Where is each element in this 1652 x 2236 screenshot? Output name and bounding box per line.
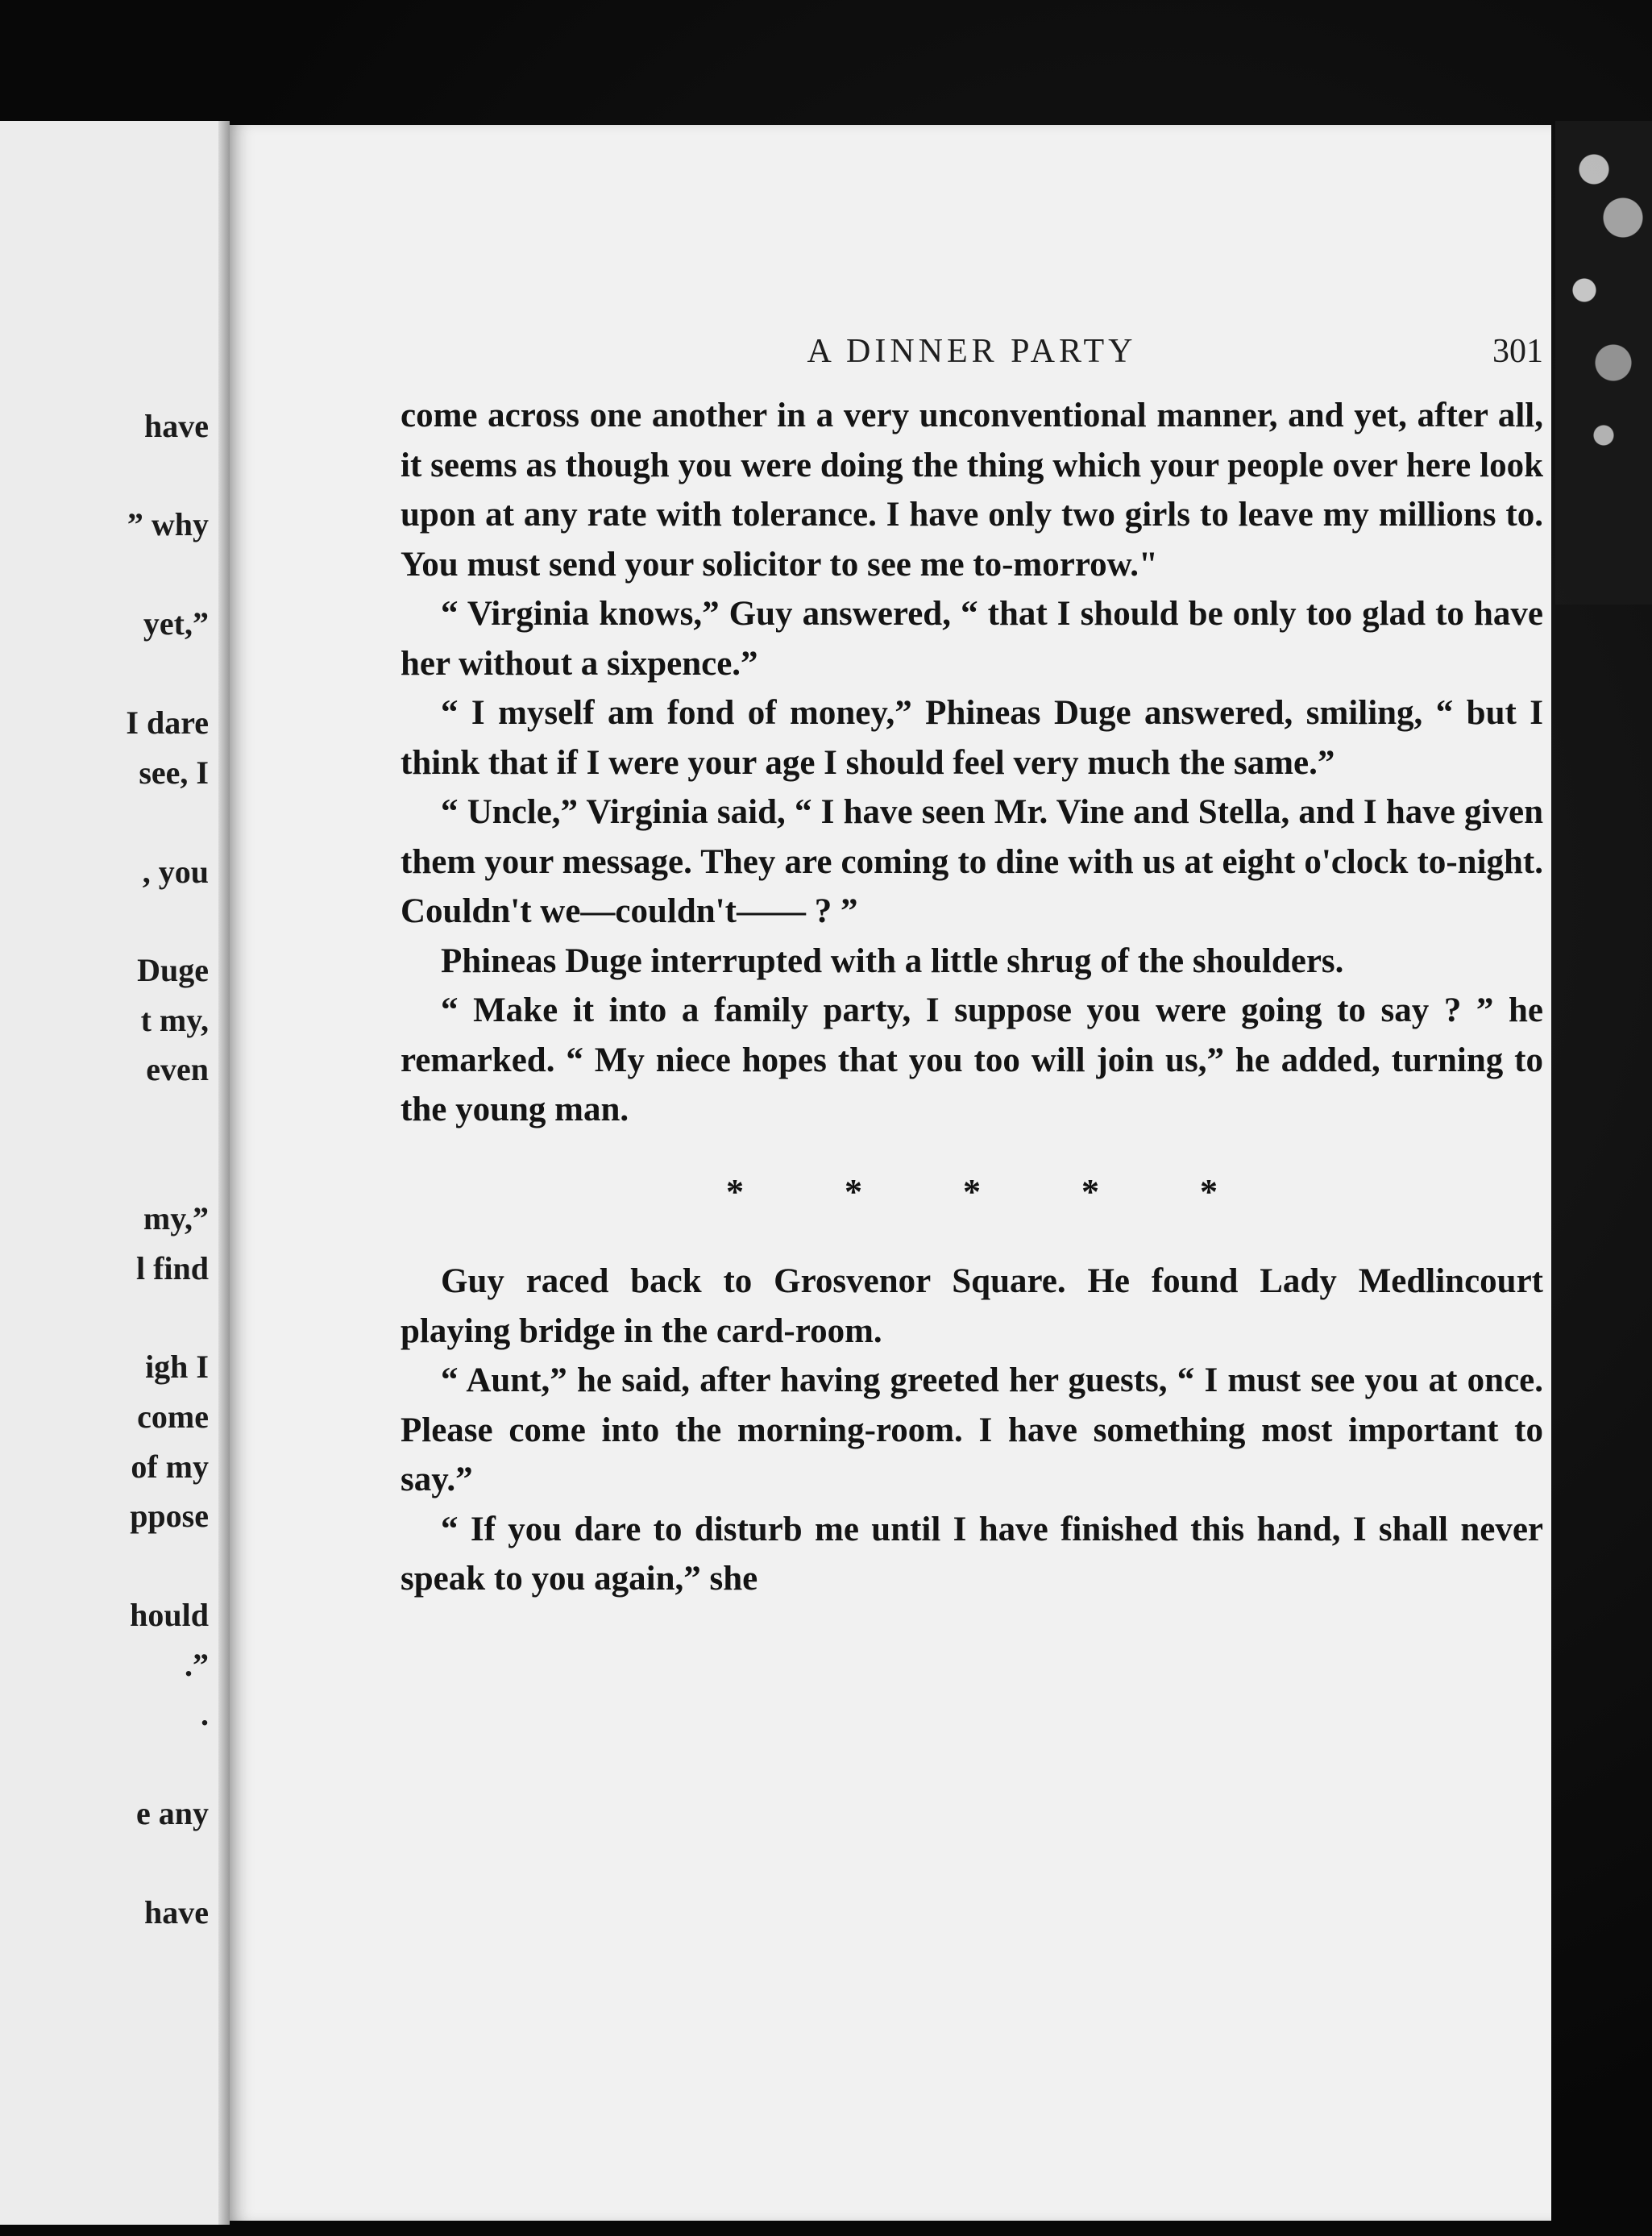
left-page-fragment: see, I	[139, 754, 209, 791]
paragraph: “ Aunt,” he said, after having greeted her guests, “ I must see you at once. Please come into the morning-room. I have something most important to say.”	[401, 1361, 1543, 1498]
paragraph: “ I myself am fond of money,” Phineas Duge answered, smiling, “ but I think that if I were your age I should feel very much the same.”	[401, 694, 1543, 782]
left-page-fragment: ppose	[130, 1498, 209, 1534]
left-page-fragment: of my	[131, 1448, 209, 1485]
right-page	[230, 125, 1551, 2221]
left-page-fragment: , you	[142, 854, 209, 890]
left-page-fragment: Duge	[137, 952, 209, 988]
book-gutter	[218, 121, 230, 2225]
page-number: 301	[1492, 333, 1543, 370]
left-page-fragment: e any	[136, 1795, 209, 1831]
left-page-fragment: ” why	[127, 506, 209, 542]
asterisk-mark: *	[726, 1171, 744, 1212]
asterisk-mark: *	[963, 1171, 981, 1212]
left-page-fragment: hould	[130, 1597, 209, 1633]
left-page-fragment: I dare	[126, 704, 209, 741]
asterisk-mark: *	[1081, 1171, 1099, 1212]
left-page-fragment: .	[201, 1696, 209, 1732]
background-texture	[1555, 121, 1652, 605]
chapter-title: A DINNER PARTY	[807, 333, 1137, 370]
left-page-fragment: igh I	[145, 1349, 209, 1385]
left-page-fragment: yet,”	[143, 605, 209, 642]
paragraph: “ Virginia knows,” Guy answered, “ that I should be only too glad to have her without a sixpence.”	[401, 595, 1543, 683]
paragraph: “ Uncle,” Virginia said, “ I have seen Mr. Vine and Stella, and I have given them your message. They are coming to dine with us at eight o'clock to-night. Couldn't we—couldn't—— ? ”	[401, 793, 1543, 930]
left-page-fragment: come	[137, 1399, 209, 1435]
left-page-fragment: .”	[185, 1647, 209, 1683]
section-break	[401, 1167, 1543, 1217]
paragraph: Phineas Duge interrupted with a little shrug of the shoulders.	[441, 941, 1344, 980]
asterisk-mark: *	[845, 1171, 862, 1212]
left-page-fragment: even	[146, 1051, 209, 1087]
left-page-fragment: have	[144, 1894, 209, 1931]
left-page-fragment: have	[144, 408, 209, 444]
left-page-fragment: t my,	[140, 1002, 209, 1038]
body-text	[401, 391, 1543, 1604]
paragraph: “ If you dare to disturb me until I have finished this hand, I shall never speak to you again,” she	[401, 1510, 1543, 1598]
left-page-fragment: my,”	[143, 1200, 209, 1236]
left-page-fragment: l find	[135, 1250, 209, 1286]
paragraph: “ Make it into a family party, I suppose you were going to say ? ” he remarked. “ My niece hopes that you too will join us,” he added, turning to the young man.	[401, 991, 1543, 1128]
left-page	[0, 121, 230, 2225]
running-head	[401, 332, 1543, 380]
paragraph: Guy raced back to Grosvenor Square. He found Lady Medlincourt playing bridge in the card-room.	[401, 1262, 1543, 1350]
asterisk-mark: *	[1200, 1171, 1218, 1212]
paragraph: come across one another in a very unconventional manner, and yet, after all, it seems as though you were doing the thing which your people over here look upon at any rate with tolerance. I have only two girls to leave my millions to. You must send your solicitor to see me to-morrow."	[401, 397, 1543, 584]
